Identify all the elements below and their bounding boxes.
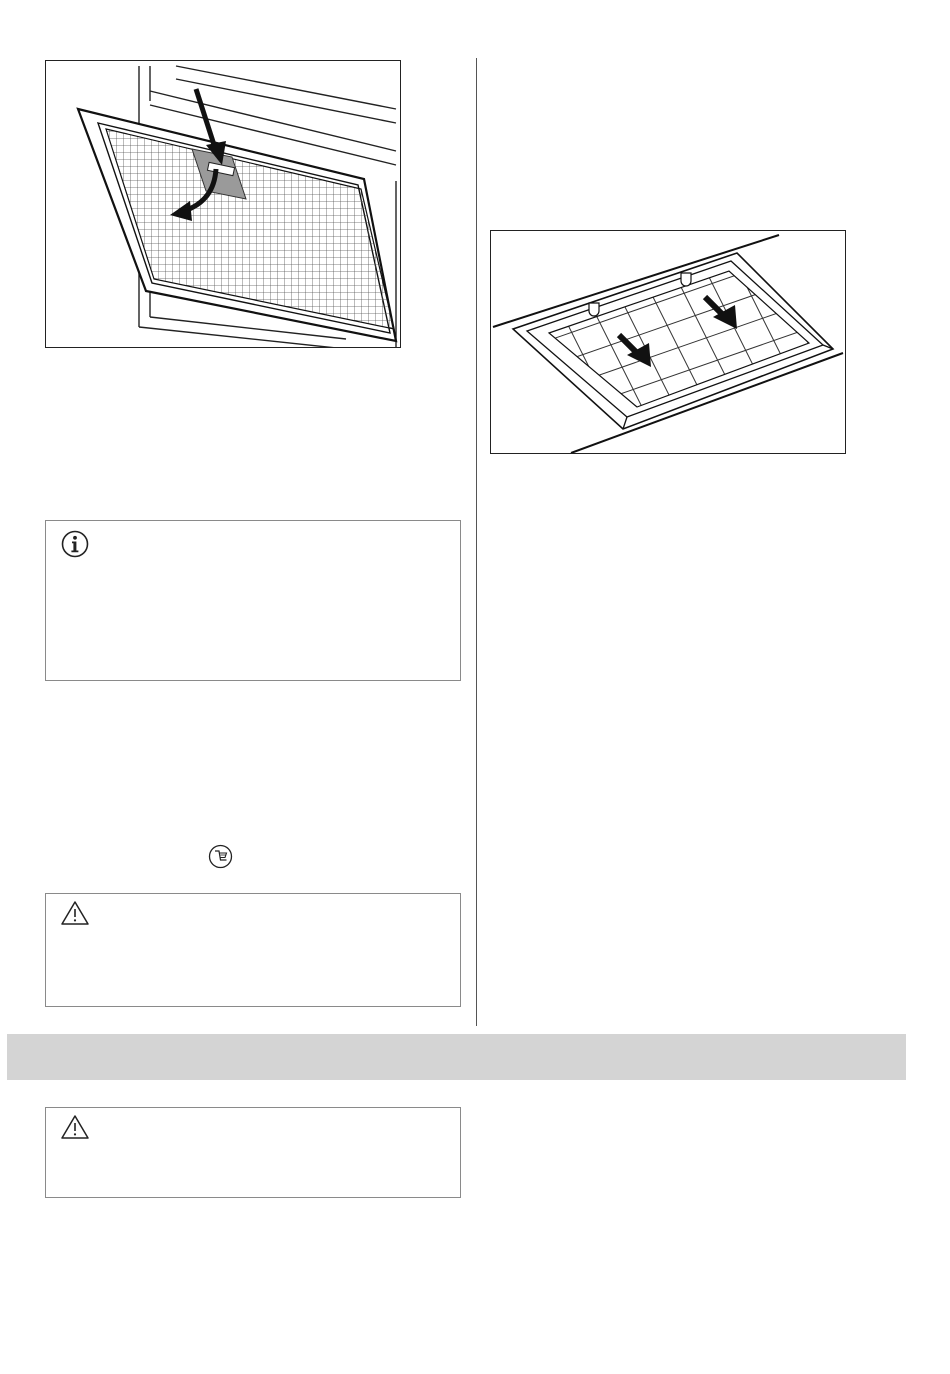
filter-slide-illustration — [491, 231, 846, 454]
dishwasher-icon — [208, 844, 233, 874]
grease-filter-figure — [45, 60, 401, 348]
column-divider — [476, 58, 477, 1026]
info-icon — [60, 529, 90, 564]
warning-box-2 — [45, 1107, 461, 1198]
filter-slide-figure — [490, 230, 846, 454]
warning-triangle-icon — [60, 900, 90, 931]
warning-triangle-icon — [60, 1114, 90, 1145]
section-header-band — [7, 1034, 906, 1080]
grease-filter-illustration — [46, 61, 401, 348]
info-box — [45, 520, 461, 681]
warning-box-1 — [45, 893, 461, 1007]
